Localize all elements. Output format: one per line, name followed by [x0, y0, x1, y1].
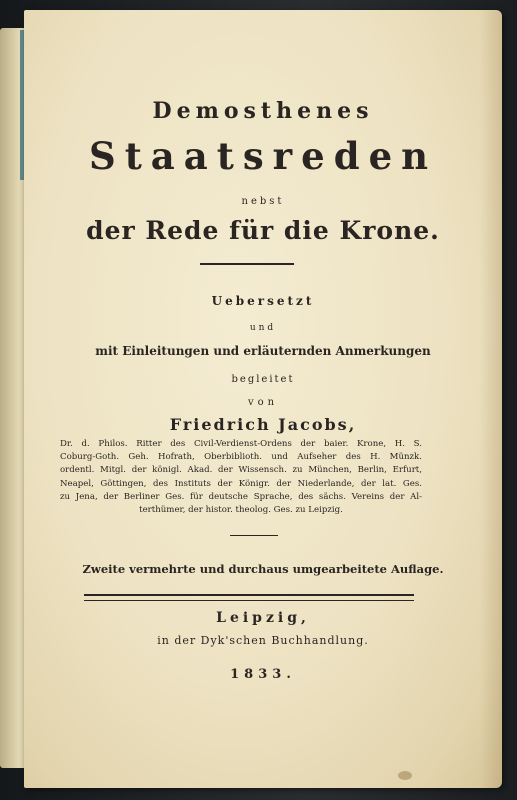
ornamental-rule — [200, 263, 294, 265]
credentials-line: Dr. d. Philos. Ritter des Civil-Verdienst-Ordens der baier. Krone, H. S. — [60, 439, 422, 449]
author-name: Demosthenes — [152, 98, 374, 124]
and-label: und — [249, 323, 277, 333]
short-rule — [230, 535, 278, 536]
credentials-line: terthümer, der histor. theolog. Ges. zu Leipzig. — [139, 505, 343, 516]
accompanied-label: begleitet — [231, 374, 295, 385]
credentials-line: ordentl. Mitgl. der königl. Akad. der Wissensch. zu München, Berlin, Erfurt, — [60, 465, 422, 476]
by-label: von — [247, 397, 279, 408]
notes-label: mit Einleitungen und erläuternden Anmerkungen — [95, 344, 431, 358]
credentials-line: Neapel, Göttingen, des Instituts der Königr. der Niederlande, der lat. Ges. — [60, 478, 422, 489]
translated-label: Uebersetzt — [211, 294, 315, 308]
work-title: Staatsreden — [88, 134, 438, 178]
double-rule — [84, 594, 414, 601]
paper-stain — [398, 771, 412, 780]
imprint-year: 1833. — [230, 667, 296, 682]
imprint-publisher: in der Dyk'schen Buchhandlung. — [157, 634, 369, 647]
edition-statement: Zweite vermehrte und durchaus umgearbeitete Auflage. — [82, 562, 444, 576]
translator-name: Friedrich Jacobs, — [169, 415, 357, 434]
title-page — [24, 10, 502, 788]
connector-text: nebst — [241, 196, 285, 207]
subtitle: der Rede für die Krone. — [86, 216, 440, 245]
credentials-line: Coburg-Goth. Geh. Hofrath, Oberbiblioth. und Aufseher des H. Münzk. — [60, 452, 422, 463]
imprint-city: Leipzig, — [216, 610, 310, 626]
translator-credentials — [60, 438, 422, 517]
credentials-line: zu Jena, der Berliner Ges. für deutsche Sprache, des sächs. Vereins der Al- — [60, 491, 422, 502]
